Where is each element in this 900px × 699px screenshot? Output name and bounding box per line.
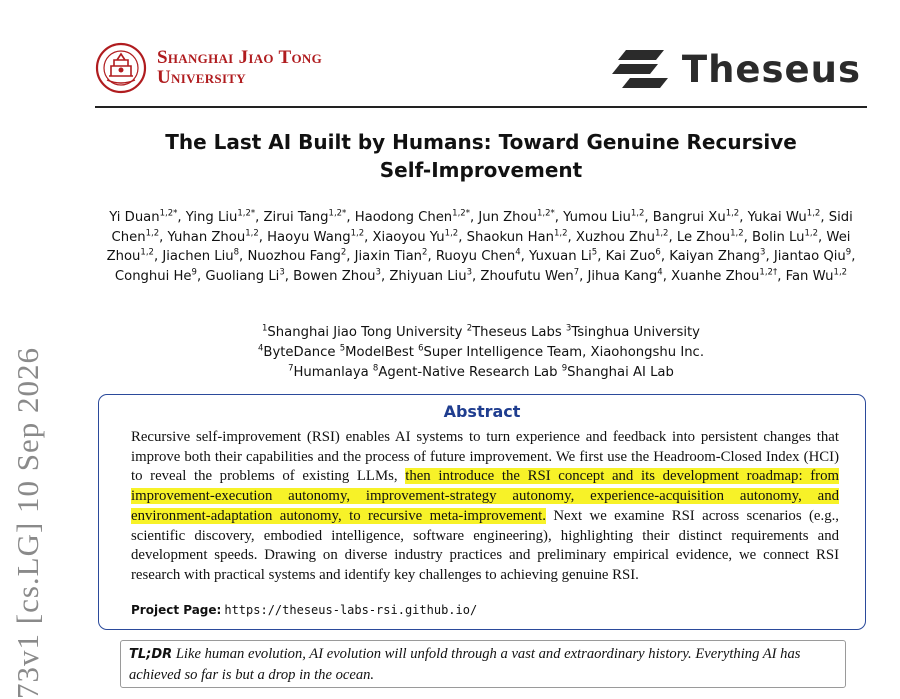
author-name: Zirui Tang: [263, 210, 329, 225]
author-affiliation-marker: 3: [466, 267, 473, 278]
author-name: Guoliang Li: [205, 268, 280, 284]
affiliation-name: Agent-Native Research Lab: [378, 365, 558, 380]
affiliation-marker: 5: [339, 343, 346, 354]
author-affiliation-marker: 2: [422, 247, 428, 258]
affiliation-name: Shanghai Jiao Tong University: [267, 325, 463, 340]
abstract-heading: Abstract: [443, 402, 521, 421]
affiliation-marker: 6: [418, 343, 424, 354]
author-affiliation-marker: 1,2: [630, 208, 645, 219]
university-name-line1: Shanghai Jiao Tong: [157, 47, 323, 68]
author-name: Yukai Wu: [747, 210, 807, 225]
abstract-text-before: Recursive self-improvement (RSI) enables AI systems to turn experience and feedback into persistent changes that improve both their capabilities and the process of future improvement. We first use the Headroom-Closed Index (HCI) to reveal the problems of existing LLMs,: [131, 429, 839, 485]
author-name: Zhiyuan Liu: [389, 268, 467, 284]
author-affiliation-marker: 5: [591, 247, 598, 258]
affiliation-name: Tsinghua University: [571, 325, 700, 340]
affiliation-name: Shanghai AI Lab: [567, 365, 674, 380]
affiliation-line: [95, 323, 867, 343]
author-affiliation-marker: 1,2: [350, 228, 365, 239]
author-affiliation-marker: 7: [573, 267, 580, 278]
author-name: Jiachen Liu: [162, 249, 234, 264]
affiliation-list: [95, 323, 867, 383]
title-line-2: Self-Improvement: [379, 158, 583, 182]
project-page-link[interactable]: https://theseus-labs-rsi.github.io/: [224, 603, 478, 617]
affiliation-name: Humanlaya: [293, 365, 369, 380]
author-affiliation-marker: 6: [655, 247, 661, 258]
author-name: Bangrui Xu: [652, 210, 726, 225]
author-name: Sidi Chen: [111, 210, 853, 245]
author-affiliation-marker: 1,2*: [452, 208, 470, 219]
author-name: Jiaxin Tian: [354, 249, 423, 264]
author-name: Bolin Lu: [752, 229, 805, 245]
header: [95, 38, 867, 106]
author-name: Yuhan Zhou: [167, 229, 246, 245]
theseus-mark-icon: [612, 48, 674, 92]
affiliation-name: Theseus Labs: [472, 325, 562, 340]
affiliation-marker: 4: [257, 343, 264, 354]
author-name: Kaiyan Zhang: [669, 249, 761, 264]
affiliation-name: Super Intelligence Team, Xiaohongshu Inc.: [423, 345, 705, 360]
author-affiliation-marker: 8: [233, 247, 240, 258]
abstract-text-after: Next we examine RSI across scenarios (e.g., scientific discovery, embodied intelligence, software engineering), highlighting their distinct requirements and development speeds. Drawing on diverse industry practices and preliminary empirical evidence, we connect RSI research with practical systems and identify key challenges to achieving genuine RSI.: [131, 507, 839, 583]
author-affiliation-marker: 1,2: [833, 267, 848, 278]
affiliation-marker: 3: [565, 323, 572, 334]
author-affiliation-marker: 1,2*: [328, 208, 347, 219]
affiliation-line: [95, 343, 867, 363]
author-affiliation-marker: 1,2*: [159, 208, 178, 219]
author-affiliation-marker: 1,2: [140, 247, 154, 258]
author-affiliation-marker: 1,2: [725, 208, 740, 219]
author-name: Jiantao Qiu: [773, 249, 846, 264]
author-affiliation-marker: 1,2*: [536, 208, 555, 219]
affiliation-marker: 2: [466, 323, 473, 334]
author-affiliation-marker: 1,2: [245, 228, 259, 239]
arxiv-side-identifier: 73v1 [cs.LG] 10 Sep 2026: [10, 346, 45, 699]
author-name: Haoyu Wang: [267, 229, 351, 245]
abstract-box: [98, 394, 866, 630]
author-affiliation-marker: 1,2: [145, 228, 160, 239]
affiliation-marker: 1: [262, 323, 268, 334]
tldr-text: Like human evolution, AI evolution will unfold through a vast and extraordinary history. Everything AI has achieved so far is but a drop in the ocean.: [129, 646, 801, 683]
author-affiliation-marker: 3: [279, 267, 285, 278]
author-affiliation-marker: 9: [845, 247, 852, 258]
author-affiliation-marker: 1,2: [654, 228, 669, 239]
author-affiliation-marker: 2: [340, 247, 347, 258]
author-name: Xuzhou Zhu: [575, 229, 655, 245]
project-page: [131, 603, 477, 618]
author-affiliation-marker: 3: [760, 247, 766, 258]
author-name: Xiaoyou Yu: [372, 229, 445, 245]
affiliation-line: [95, 363, 867, 383]
affiliation-name: ByteDance: [263, 345, 336, 360]
author-name: Fan Wu: [785, 268, 834, 284]
project-page-label: Project Page:: [131, 603, 222, 617]
brand-name: Theseus: [681, 48, 861, 91]
author-affiliation-marker: 4: [515, 247, 521, 258]
affiliation-marker: 7: [288, 363, 294, 374]
author-name: Kai Zuo: [605, 249, 656, 264]
sjtu-seal-icon: [95, 42, 147, 94]
affiliation-marker: 8: [372, 363, 379, 374]
author-name: Zhoufutu Wen: [480, 268, 574, 284]
author-name: Jun Zhou: [478, 210, 537, 225]
tldr-box: [120, 640, 846, 688]
author-affiliation-marker: 1,2: [553, 228, 568, 239]
theseus-logo: [612, 48, 861, 92]
author-affiliation-marker: 1,2: [444, 228, 459, 239]
affiliation-marker: 9: [561, 363, 568, 374]
author-affiliation-marker: 1,2: [804, 228, 819, 239]
university-name-line2: University: [157, 67, 246, 88]
author-affiliation-marker: 1,2*: [237, 208, 256, 219]
abstract-body: [131, 428, 839, 586]
author-name: Le Zhou: [676, 229, 731, 245]
author-name: Haodong Chen: [354, 210, 453, 225]
abstract-highlighted-text: then introduce the RSI concept and its development roadmap: from improvement-execution autonomy, improvement-strategy autonomy, experience-acquisition autonomy, and environment-adaptation autonomy, to recursive meta-improvement.: [131, 468, 839, 524]
author-name: Ying Liu: [185, 210, 238, 225]
author-affiliation-marker: 4: [657, 267, 663, 278]
author-name: Xuanhe Zhou: [671, 268, 760, 284]
author-affiliation-marker: 3: [375, 267, 381, 278]
author-affiliation-marker: 1,2: [806, 208, 821, 219]
author-affiliation-marker: 9: [191, 267, 197, 278]
paper-title: [95, 128, 867, 184]
author-name: Shaokun Han: [466, 229, 554, 245]
header-rule: [95, 106, 867, 108]
author-name: Nuozhou Fang: [247, 249, 341, 264]
author-name: Wei Zhou: [106, 229, 851, 264]
author-name: Ruoyu Chen: [435, 249, 516, 264]
author-list: Yi Duan$^{1,2*}$, Ying Liu$^{1,2*}$, Zirui Tang$^{1,2*}$, Haodong Chen$^{1,2*}$, Jun Zhou$^{1,2*}$, Yumou Liu$^{1,2}$, Bangrui Xu$^{1,2}$, Yukai Wu$^{1,2}$, Sidi Chen$^{1,2}$, Yuhan Zhou$^{1,2}$, Haoyu Wang$^{1,2}$, Xiaoyou Yu$^{1,2}$, Shaokun Han$^{1,2}$, Xuzhou Zhu$^{1,2}$, Le Zhou$^{1,2}$, Bolin Lu$^{1,2}$, Wei Zhou$^{1,2}$, Jiachen Liu$^8$, Nuozhou Fang$^2$, Jiaxin Tian$^2$, Ruoyu Chen$^4$, Yuxuan Li$^5$, Kai Zuo$^6$, Kaiyan Zhang$^3$, Jiantao Qiu$^9$, Conghui He$^9$, Guoliang Li$^3$, Bowen Zhou$^3$, Zhiyuan Liu$^3$, Zhoufutu Wen$^7$, Jihua Kang$^4$, Xuanhe Zhou$^{1,2\dagger}$, Fan Wu$^{1,2}$: [106, 208, 856, 284]
author-name: Bowen Zhou: [293, 268, 376, 284]
author-name: Yi Duan: [109, 210, 160, 225]
author-name: Yuxuan Li: [529, 249, 592, 264]
title-line-1: The Last AI Built by Humans: Toward Genuine Recursive: [165, 130, 797, 154]
sjtu-logo: [95, 42, 322, 94]
affiliation-name: ModelBest: [345, 345, 414, 360]
author-name: Conghui He: [114, 268, 192, 284]
author-affiliation-marker: 1,2: [730, 228, 744, 239]
tldr-label: TL;DR: [129, 647, 173, 662]
author-name: Yumou Liu: [563, 210, 631, 225]
author-affiliation-marker: 1,2†: [759, 267, 778, 278]
author-name: Jihua Kang: [587, 268, 658, 284]
